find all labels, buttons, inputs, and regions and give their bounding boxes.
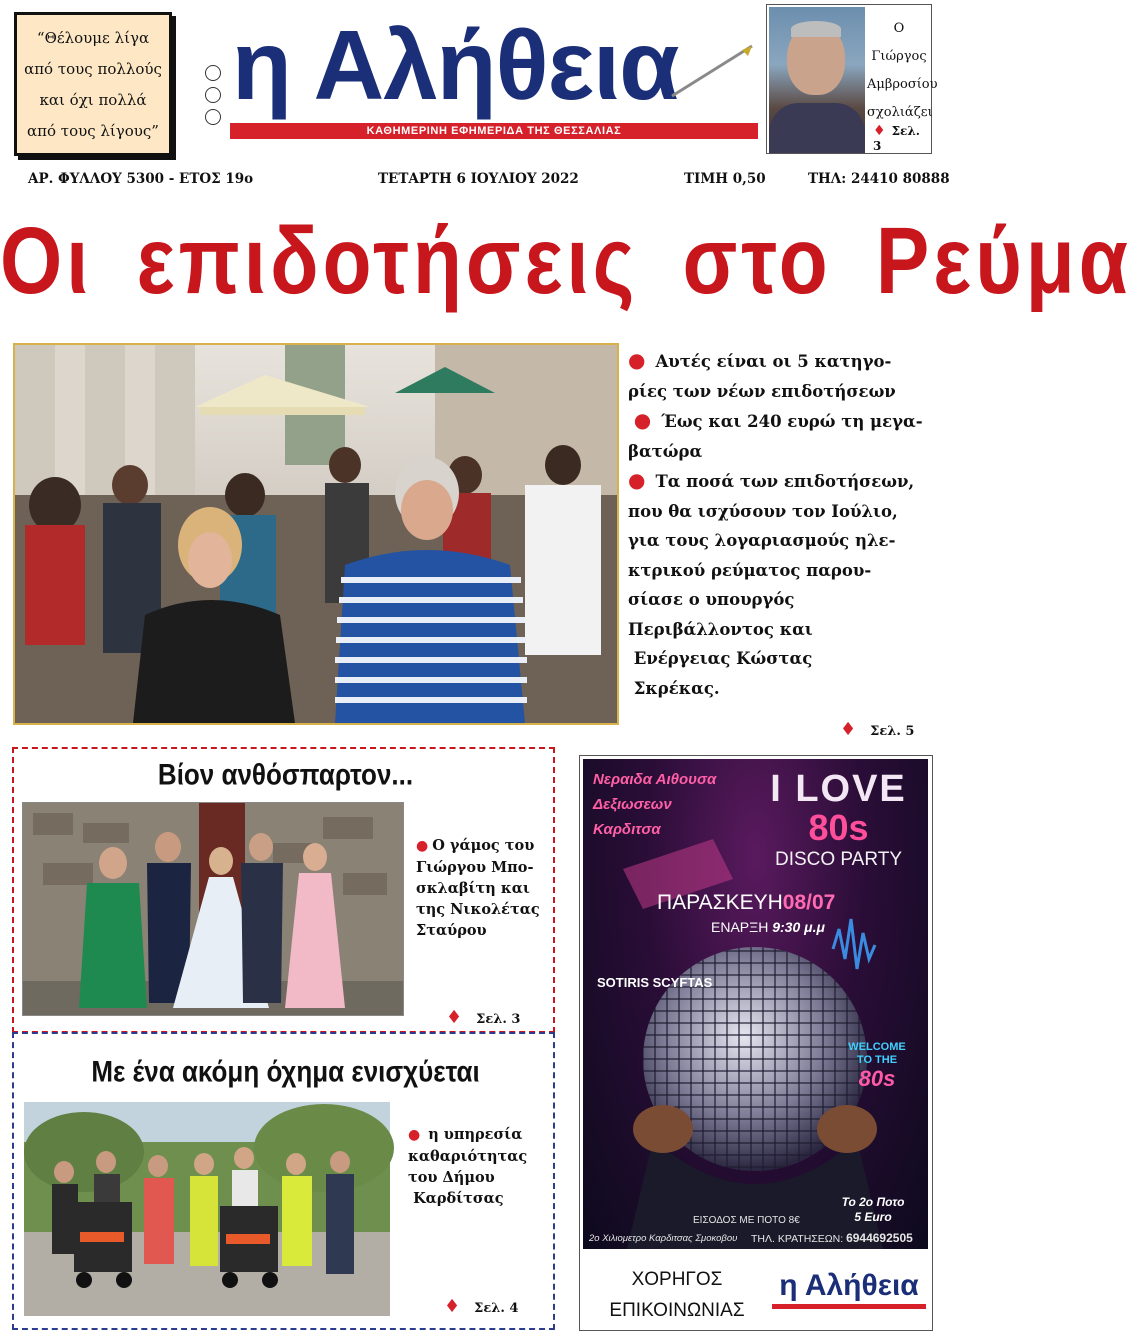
sponsor-logo-text: η Αλήθεια: [779, 1269, 919, 1302]
page-ref: Σελ. 3: [476, 1012, 521, 1027]
wedding-title: Βίον ανθόσπαρτον...: [157, 756, 414, 792]
certification-logos: [203, 62, 223, 138]
bullet-line: κτρικού ρεύματος παρου-: [628, 560, 872, 580]
ad-dj-name: SOTIRIS SCYFTAS: [597, 975, 713, 990]
welcome-line: WELCOME: [848, 1041, 906, 1053]
ad-date: [657, 891, 835, 915]
diamond-icon: ♦: [444, 1296, 461, 1317]
wedding-story-box[interactable]: [12, 747, 555, 1033]
caption-line: της Νικολέτας: [416, 901, 540, 918]
cert-icon: [205, 109, 221, 125]
columnist-photo: [769, 7, 865, 151]
ad-day: ΠΑΡΑΣΚΕΥΗ: [657, 891, 783, 914]
reservations-phone[interactable]: 6944692505: [846, 1231, 913, 1245]
quote-line: από τους πολλούς: [24, 60, 162, 78]
bullet-line: Τα ποσά των επιδοτήσεων,: [655, 472, 915, 491]
ad-i-love: I LOVE: [770, 768, 907, 810]
cleaning-title: Με ένα ακόμη όχημα ενισχύεται: [91, 1053, 480, 1089]
quote-line: και όχι πολλά: [39, 91, 147, 109]
venue-line: Καρδιτσα: [593, 821, 661, 838]
cleaning-caption: [408, 1124, 548, 1209]
caption-line: Σταύρου: [416, 922, 487, 939]
bullet-line: Περιβάλλοντος και: [628, 619, 813, 639]
welcome-line: 80s: [858, 1066, 896, 1091]
wedding-page-link[interactable]: [446, 1007, 520, 1028]
sponsor-line: ΧΟΡΗΓΟΣ: [631, 1269, 723, 1290]
venue-line: Δεξιωσεων: [593, 796, 672, 813]
caption-line: Ο γάμος του: [432, 837, 535, 854]
bullet-line: ρίες των νέων επιδοτήσεων: [628, 381, 896, 401]
bullet-item: [628, 346, 938, 406]
ad-address: 2ο Χιλιομετρο Καρδιτσας Σμοκοβου: [589, 1233, 738, 1244]
page-ref: Σελ. 5: [870, 724, 915, 739]
bullet-dot-icon: ●: [408, 1127, 421, 1143]
disco-party-poster: [583, 759, 928, 1249]
bullet-line: που θα ισχύσουν τον Ιούλιο,: [628, 501, 898, 521]
main-headline[interactable]: Οι επιδοτήσεις στο Ρεύμα: [0, 207, 1132, 313]
ad-date-value: 08/07: [782, 891, 836, 914]
drink-line: 5 Euro: [854, 1210, 892, 1224]
ad-second-drink: [821, 1195, 925, 1225]
issue-number: ΑΡ. ΦΥΛΛΟΥ 5300 - ΕΤΟΣ 19ο: [28, 171, 254, 187]
bullet-line: για τους λογαριασμούς ηλε-: [628, 531, 896, 550]
bullet-item: [628, 406, 938, 466]
media-sponsor-label: [592, 1264, 762, 1326]
caption-line: Καρδίτσας: [413, 1190, 504, 1207]
sponsor-logo: [772, 1270, 926, 1314]
ad-start-label: ΕΝΑΡΞΗ: [711, 919, 769, 935]
wedding-caption: [416, 835, 542, 941]
ad-venue: [593, 767, 733, 842]
columnist-line: Αμβροσίου: [867, 77, 938, 92]
reservations-label: ΤΗΛ. ΚΡΑΤΗΣΕΩΝ:: [751, 1233, 844, 1245]
wedding-photo: [22, 802, 404, 1016]
bullet-dot-icon: ●: [628, 468, 646, 492]
diamond-icon: ♦: [840, 719, 857, 740]
main-story-photo[interactable]: [13, 343, 619, 725]
columnist-line: Ο Γιώργος: [871, 21, 927, 64]
bullet-item: [628, 466, 938, 703]
ad-time: 9:30 μ.μ: [772, 919, 825, 935]
bullet-line: Αυτές είναι οι 5 κατηγο-: [655, 352, 892, 371]
quill-pen-icon: [668, 42, 758, 98]
caption-line: σκλαβίτη και: [416, 880, 530, 897]
columnist-page-link[interactable]: [873, 123, 931, 153]
cert-icon: [205, 87, 221, 103]
caption-line: καθαριότητας: [408, 1148, 528, 1165]
caption-line: η υπηρεσία: [428, 1126, 523, 1143]
masthead-title: η Αλήθεια: [232, 10, 679, 120]
quote-box: [14, 12, 172, 156]
bullet-line: βατώρα: [628, 441, 703, 461]
bullet-line: Έως και 240 ευρώ τη μεγα-: [661, 412, 923, 431]
main-story-page-link[interactable]: [840, 719, 914, 740]
drink-line: Το 2ο Ποτο: [841, 1195, 905, 1209]
diamond-icon: ♦: [873, 123, 886, 139]
bullet-dot-icon: ●: [628, 348, 646, 372]
ad-disco-party: DISCO PARTY: [774, 849, 903, 870]
page-ref: Σελ. 3: [873, 124, 920, 153]
main-story-bullets: [628, 346, 938, 703]
bullet-line: Ενέργειας Κώστας: [633, 649, 813, 668]
masthead-subtitle: ΚΑΘΗΜΕΡΙΝΗ ΕΦΗΜΕΡΙΔΑ ΤΗΣ ΘΕΣΣΑΛΙΑΣ: [230, 123, 758, 139]
bullet-dot-icon: ●: [416, 838, 429, 854]
venue-line: Νεραιδα Αιθουσα: [593, 771, 717, 788]
columnist-caption: [867, 15, 938, 127]
bullet-line: σίασε ο υπουργός: [628, 590, 795, 609]
issue-price: ΤΙΜΗ 0,50: [684, 171, 766, 187]
ad-80s: 80s: [808, 807, 869, 848]
ad-welcome: [831, 1041, 923, 1091]
page-ref: Σελ. 4: [474, 1301, 519, 1316]
ad-headline: [751, 769, 926, 873]
bullet-line: Σκρέκας.: [633, 678, 720, 698]
ad-start-time: [711, 919, 825, 935]
cleaning-photo: [24, 1102, 390, 1316]
advertisement[interactable]: [579, 755, 933, 1331]
diamond-icon: ♦: [446, 1007, 463, 1028]
phone-number: ΤΗΛ: 24410 80888: [808, 171, 950, 187]
bullet-dot-icon: ●: [633, 408, 652, 432]
cleaning-story-box[interactable]: [12, 1032, 555, 1330]
welcome-line: TO THE: [856, 1054, 898, 1066]
ad-reservations: [751, 1231, 913, 1245]
issue-date: ΤΕΤΑΡΤΗ 6 ΙΟΥΛΙΟΥ 2022: [378, 171, 579, 187]
ad-entry: ΕΙΣΟΔΟΣ ΜΕ ΠΟΤΟ 8€: [693, 1215, 800, 1226]
columnist-line: σχολιάζει: [867, 105, 933, 120]
cleaning-page-link[interactable]: [444, 1296, 518, 1317]
caption-line: του Δήμου: [408, 1169, 495, 1186]
sponsor-line: ΕΠΙΚΟΙΝΩΝΙΑΣ: [609, 1300, 745, 1321]
cert-icon: [205, 65, 221, 81]
quote-line: “Θέλουμε λίγα: [36, 29, 150, 47]
caption-line: Γιώργου Μπο-: [416, 859, 534, 876]
quote-line: από τους λίγους”: [27, 122, 159, 140]
columnist-box[interactable]: [766, 4, 938, 154]
